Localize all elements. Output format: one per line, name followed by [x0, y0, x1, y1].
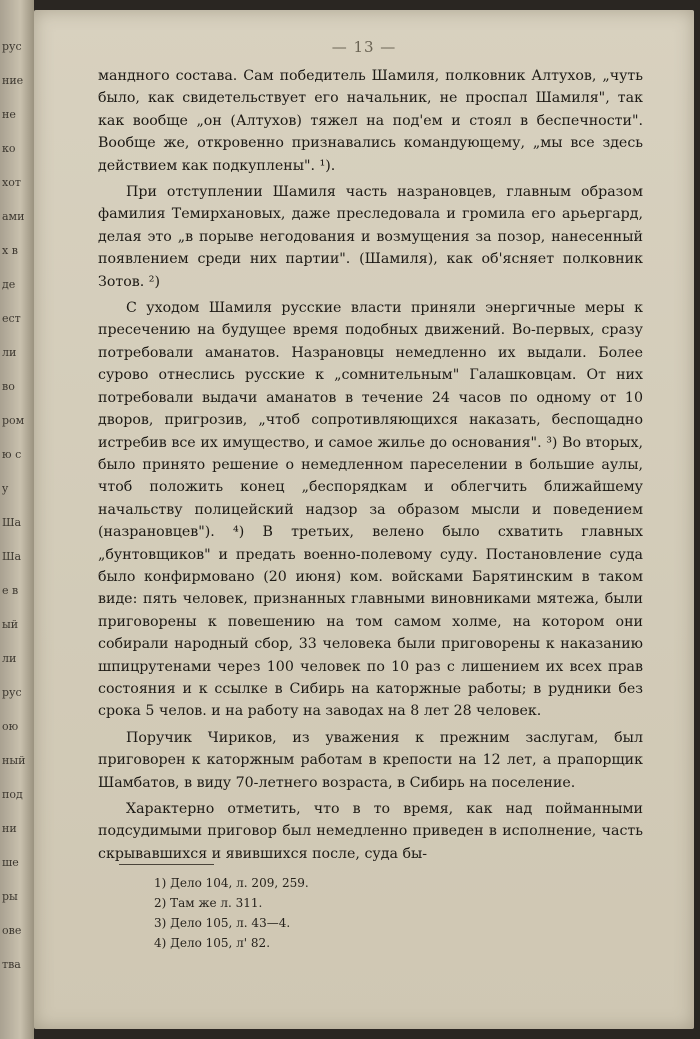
- previous-page-fragment: ры: [2, 890, 18, 903]
- previous-page-fragment: тва: [2, 958, 21, 971]
- previous-page-fragment: ою: [2, 720, 19, 733]
- previous-page-fragment: е в: [2, 584, 19, 597]
- previous-page-fragment: y: [2, 482, 9, 495]
- previous-page-fragment: во: [2, 380, 15, 393]
- previous-page-fragment: рус: [2, 40, 22, 53]
- footnote-1: 1) Дело 104, л. 209, 259.: [154, 876, 309, 890]
- previous-page-fragment: не: [2, 108, 16, 121]
- footnote-separator: [119, 864, 214, 865]
- previous-page-fragment: хот: [2, 176, 21, 189]
- previous-page-fragment: Ша: [2, 516, 22, 529]
- previous-page-fragment: ше: [2, 856, 19, 869]
- previous-page-fragment: ами: [2, 210, 25, 223]
- footnotes: [154, 873, 309, 953]
- paragraph-4: Поручик Чириков, из уважения к прежним заслугам, был приговорен к каторжным работам в крепости на 12 лет, а прапорщик Шамбатов, в виду 70-летнего возраста, в Сибирь на поселение.: [98, 729, 643, 791]
- previous-page-fragment: рус: [2, 686, 22, 699]
- previous-page-fragment: под: [2, 788, 23, 801]
- previous-page-edge: [0, 0, 34, 1039]
- previous-page-fragment: х в: [2, 244, 18, 257]
- previous-page-fragment: ный: [2, 754, 26, 767]
- previous-page-fragment: Ша: [2, 550, 22, 563]
- previous-page-fragment: ли: [2, 652, 17, 665]
- book-page: [34, 10, 694, 1029]
- previous-page-fragment: ние: [2, 74, 24, 87]
- previous-page-fragment: ли: [2, 346, 17, 359]
- previous-page-fragment: ый: [2, 618, 19, 631]
- previous-page-fragment: ю с: [2, 448, 22, 461]
- paragraph-5: Характерно отметить, что в то время, как над пойманными подсудимыми приговор был немедленно приведен в исполнение, часть скрывавшихся и явившихся после, суда бы-: [98, 801, 643, 862]
- previous-page-fragment: де: [2, 278, 16, 291]
- footnote-3: 3) Дело 105, л. 43—4.: [154, 916, 291, 930]
- previous-page-fragment: ко: [2, 142, 16, 155]
- previous-page-fragment: ове: [2, 924, 22, 937]
- body-text: [98, 65, 643, 869]
- previous-page-fragment: ром: [2, 414, 25, 427]
- paragraph-3: С уходом Шамиля русские власти приняли энергичные меры к пресечению на будущее время подобных движений. Во-первых, сразу потребовали аманатов. Назрановцы немедленно их выдали. Более сурово отнеслись русские к „сомнительным" Галашковцам. От них потребовали выдачи аманатов в течение 24 часов по одному от 10 дворов, пригрозив, „чтоб сопротивляющихся наказать, беспощадно истребив все их имущество, и самое жилье до основания". ³) Во вторых, было принято решение о немедленном пареселении в большие аулы, чтоб положить конец „беспорядкам и облегчить ближайшему начальству полицейский надзор за образом мысли и поведением (назрановцев"). ⁴) В третьих, велено было схватить главных „бунтовщиков" и предать военно-полевому суду. Постановление суда было конфирмовано (20 июня) ком. войсками Барятинским в таком виде: пять человек, признанных главными виновниками мятежа, были приговорены к повешению на том самом холме, на котором они собирали народный сбор, 33 человека были приговорены к наказанию шпицрутенами через 100 человек по 10 раз с лишением их всех прав состояния и к ссылке в Сибирь на каторжные работы; в рудники без срока 5 челов. и на работу на заводах на 8 лет 28 человек.: [98, 300, 643, 720]
- footnote-4: 4) Дело 105, л' 82.: [154, 936, 271, 950]
- previous-page-fragment: ни: [2, 822, 17, 835]
- footnote-2: 2) Там же л. 311.: [154, 896, 263, 910]
- page-number: — 13 —: [331, 38, 397, 56]
- previous-page-fragment: ест: [2, 312, 21, 325]
- paragraph-1: мандного состава. Сам победитель Шамиля, полковник Алтухов, „чуть было, как свидетельствует его начальник, не проспал Шамиля", так как вообще „он (Алтухов) тяжел на под'ем и стоял в беспечности". Вообще же, откровенно признавались командующему, „мы все здесь действием как подкуплены". ¹).: [98, 68, 643, 174]
- paragraph-2: При отступлении Шамиля часть назрановцев, главным образом фамилия Темирхановых, даже преследовала и громила его арьергард, делая это „в порыве негодования и возмущения за позор, нанесенный появлением среди них партии". (Шамиля), как об'ясняет полковник Зотов. ²): [98, 184, 643, 290]
